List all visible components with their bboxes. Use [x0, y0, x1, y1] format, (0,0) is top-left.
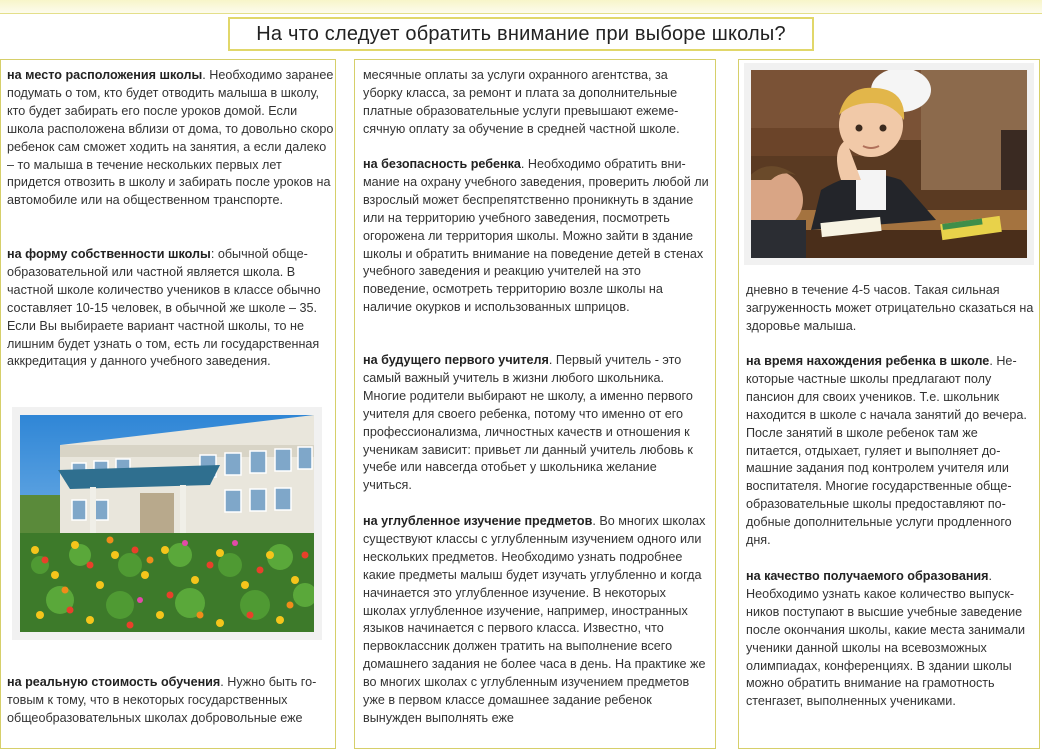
page-title: На что следует обратить внимание при выборе школы?: [256, 22, 786, 45]
section-body: . Необходимо обратить внимание на охрану учебного заведения, проверить любой ли взрослый может беспрепятственно проникнуть в здание или на территорию учебного заведения, посмотреть огорожена ли территория школы. Можно зайти в здание школы и обратить внимание на поведение детей в стенах учебного заведения и реакцию учителей на это поведение, осмотреть территорию возле школы на наличие окурков и использованных шприцов.: [363, 157, 709, 315]
column-right: [738, 59, 1040, 749]
title-box: [228, 17, 814, 51]
section-cost: [7, 674, 335, 728]
section-heading: на форму собственности школы: [7, 247, 211, 261]
continued-paragraph: дневно в течение 4-5 часов. Такая сильная загруженность может отрицательно сказаться на здоровье малыша.: [746, 283, 1034, 333]
schoolboy-classroom-photo: [744, 63, 1034, 265]
section-body: . Во многих школах существуют классы с углубленным изучением одного или нескольких предметов. Необходимо узнать подробнее какие предметы малыш будет изучать углубленно и когда начинается это углубленное изучение. В некоторых школах углубленное изучение, например, иностранных языков начинается с первого класса. Известно, что первоклассник должен тратить на выполнение всего домашнего задания не более часа в день. На практике же во многих школах с углубленным изучением предметов уже в первом классе домашнее задание ребенок вынужден выполнять еже: [363, 514, 706, 725]
section-education-quality: [746, 568, 1036, 711]
section-ownership: [7, 246, 335, 371]
section-location: [7, 67, 335, 210]
section-heading: на безопасность ребенка: [363, 157, 521, 171]
section-heading: на углубленное изучение предметов: [363, 514, 593, 528]
section-heading: на реальную стоимость обучения: [7, 675, 221, 689]
continued-paragraph: месячные оплаты за услуги охранного агентства, за уборку класса, за ремонт и плата за дополнительные платные образовательные услуги превышают ежемесячную оплату за обучение в средней частной школе.: [363, 68, 680, 136]
top-band: [0, 0, 1042, 14]
section-body: : обычной общеобразовательной или частной является школа. В частной школе количество учеников в классе обычно составляет 10-15 человек, в обычной же школе – 35. Если Вы выбираете вариант частной школы, то не лишним будет узнать о том, есть ли государственная аккредитация у данного учебного заведения.: [7, 247, 321, 369]
column-middle: [354, 59, 716, 749]
section-body: . Некоторые частные школы предлагают полу пансион для своих учеников. Т.е. школьник находится в школе с начала занятий до вечера. После занятий в школе ребенок там же питается, отдыхает, гуляет и выполняет домашние задания под контролем учителя или воспитателя. Многие государственные общеобразовательные школы предоставляют подобные дополнительные услуги продленного дня.: [746, 354, 1027, 548]
section-body: . Нужно быть готовым к тому, что в некоторых государственных общеобразовательных школах добровольные еже: [7, 675, 317, 725]
section-body: . Необходимо узнать какое количество выпускников поступают в высшие учебные заведение после окончания школы, какие места занимали ученики данной школы на всевозможных олимпиадах, конференциях. В здании школы можно обратить внимание на грамотность стенгазет, выполненных учениками.: [746, 569, 1026, 709]
section-time-at-school: [746, 353, 1036, 550]
section-body: . Первый учитель - это самый важный учитель в жизни любого школьника. Многие родители выбирают не школу, а именно первого учителя для своего ребенка, потому что именно от его профессионализма, личностных качеств и отношения к ученикам зависит: привьет ли данный учитель любовь к учебе или навсегда отобьет у школьника желание учиться.: [363, 353, 693, 493]
section-heading: на будущего первого учителя: [363, 353, 549, 367]
section-heading: на место расположения школы: [7, 68, 203, 82]
section-heading: на время нахождения ребенка в школе: [746, 354, 990, 368]
section-body: . Необходимо заранее подумать о том, кто будет отводить малыша в школу, кто будет забирать его после уроков домой. Если школа расположена вблизи от дома, то довольно скоро ребенок сам сможет ходить на занятия, а если далеко – то малыша в течение нескольких первых лет придется отвозить в школу и забирать после уроков на автомобиле или на общественном транспорте.: [7, 68, 334, 208]
section-advanced-study: [363, 513, 709, 728]
section-heading: на качество получаемого образования: [746, 569, 989, 583]
section-safety: [363, 156, 709, 317]
top-divider: [0, 13, 1042, 14]
school-building-photo: [12, 407, 322, 640]
column-left: [0, 59, 336, 749]
section-first-teacher: [363, 352, 709, 495]
